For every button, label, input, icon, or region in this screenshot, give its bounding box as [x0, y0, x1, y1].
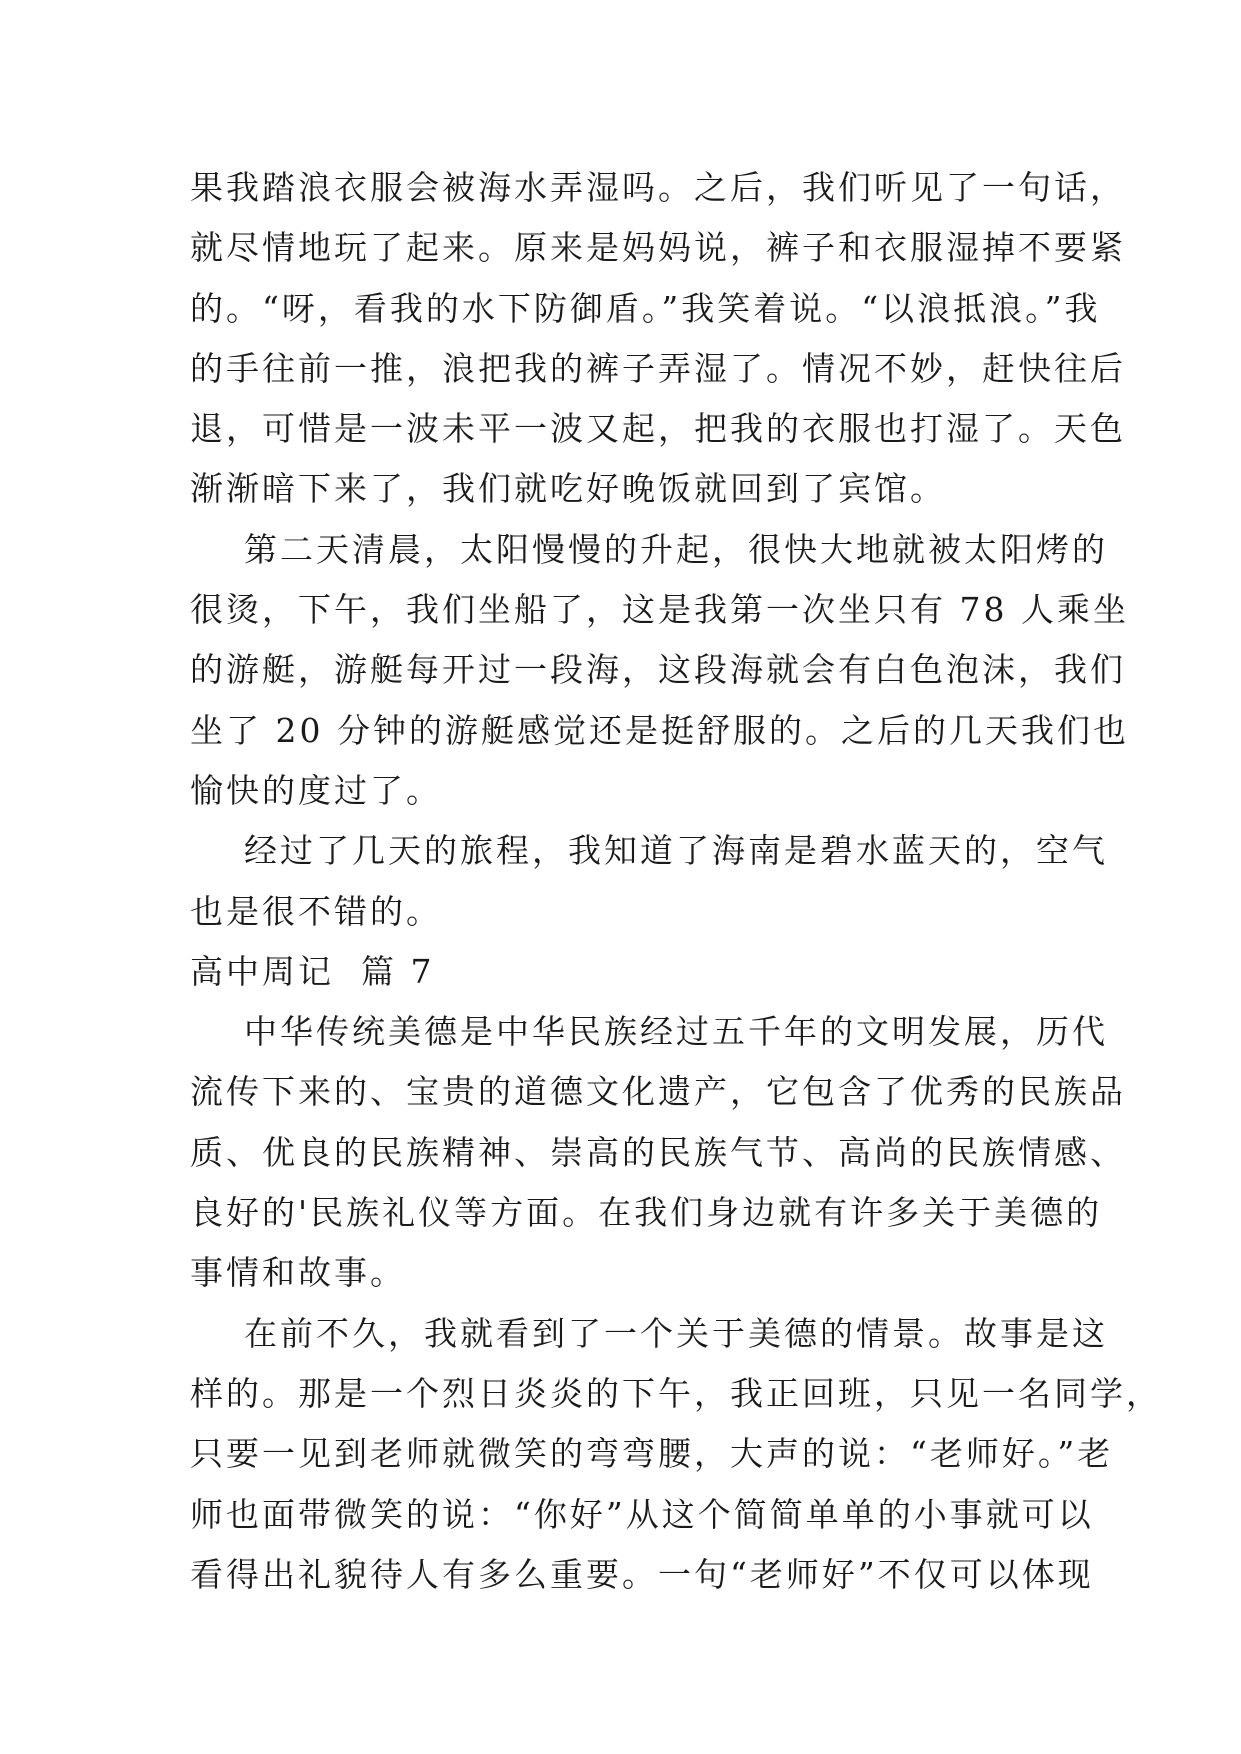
text-line: 质、优良的民族精神、崇高的民族气节、高尚的民族情感、: [190, 1132, 1126, 1172]
text-line: 的游艇，游艇每开过一段海，这段海就会有白色泡沫，我们: [190, 650, 1126, 690]
text-line: 愉快的度过了。: [190, 770, 442, 810]
text-line: 只要一见到老师就微笑的弯弯腰，大声的说：“老师好。”老: [190, 1434, 1114, 1474]
text-line: 流传下来的、宝贵的道德文化遗产，它包含了优秀的民族品: [190, 1072, 1126, 1112]
text-line: 看得出礼貌待人有多么重要。一句“老师好”不仅可以体现: [190, 1554, 1094, 1594]
text-line: 退，可惜是一波未平一波又起，把我的衣服也打湿了。天色: [190, 409, 1126, 449]
text-line: 在前不久，我就看到了一个关于美德的情景。故事是这: [190, 1313, 1108, 1353]
section-heading: 高中周记 篇 7: [190, 951, 435, 991]
text-line: 事情和故事。: [190, 1253, 406, 1293]
text-line: 师也面带微笑的说：“你好”从这个简简单单的小事就可以: [190, 1494, 1094, 1534]
text-line: 中华传统美德是中华民族经过五千年的文明发展，历代: [190, 1012, 1108, 1052]
text-line: 的。“呀，看我的水下防御盾。”我笑着说。“以浪抵浪。”我: [190, 288, 1101, 328]
text-line: 果我踏浪衣服会被海水弄湿吗。之后，我们听见了一句话，: [190, 168, 1126, 207]
text-line: 良好的'民族礼仪等方面。在我们身边就有许多关于美德的: [190, 1193, 1103, 1233]
text-line: 的手往前一推，浪把我的裤子弄湿了。情况不妙，赶快往后: [190, 348, 1126, 388]
text-line: 也是很不错的。: [190, 891, 442, 931]
text-line: 第二天清晨，太阳慢慢的升起，很快大地就被太阳烤的: [190, 529, 1108, 569]
text-line: 经过了几天的旅程，我知道了海南是碧水蓝天的，空气: [190, 831, 1108, 871]
document-body: [190, 158, 1162, 1605]
text-line: 就尽情地玩了起来。原来是妈妈说，裤子和衣服湿掉不要紧: [190, 228, 1126, 268]
text-line: 很烫，下午，我们坐船了，这是我第一次坐只有 78 人乘坐: [190, 590, 1129, 630]
text-line: 坐了 20 分钟的游艇感觉还是挺舒服的。之后的几天我们也: [190, 710, 1129, 750]
text-line: 样的。那是一个烈日炎炎的下午，我正回班，只见一名同学，: [190, 1373, 1162, 1413]
text-line: 渐渐暗下来了，我们就吃好晚饭就回到了宾馆。: [190, 469, 946, 509]
